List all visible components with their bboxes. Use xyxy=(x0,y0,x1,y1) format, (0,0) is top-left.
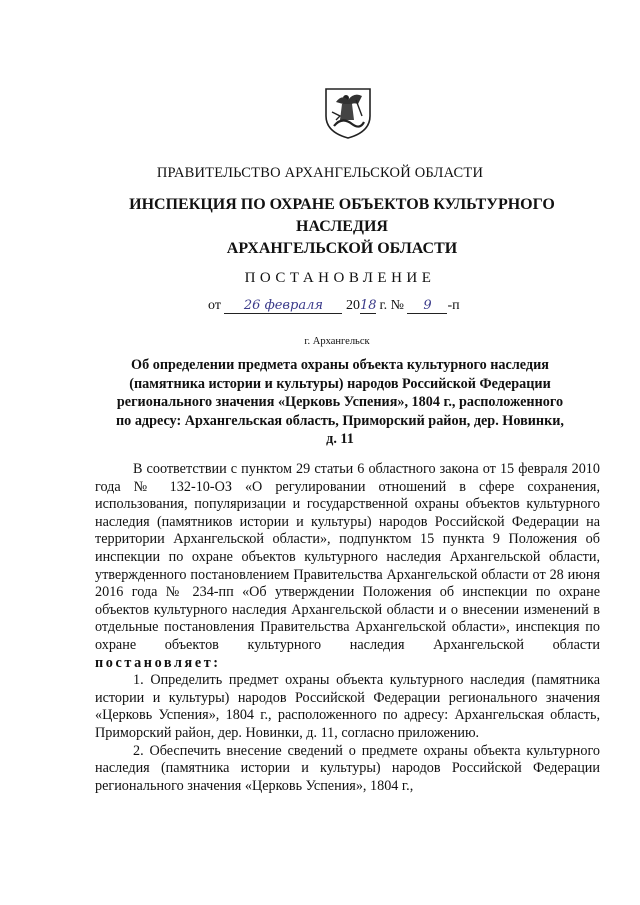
body-paragraph-1 xyxy=(95,461,600,672)
body-paragraph-2: 1. Определить предмет охраны объекта культурного наследия (памятника истории и культуры) народов Российской Федерации регионального значения «Церковь Успения», 1804 г., расположенного по адресу: Архангельская область, Приморский район, дер. Новинки, д. 11, согласно приложению. xyxy=(95,672,600,741)
city-name: г. Архангельск xyxy=(304,336,370,347)
date-line xyxy=(208,298,460,314)
number-suffix: -п xyxy=(447,298,460,313)
decree-title: ПОСТАНОВЛЕНИЕ xyxy=(244,270,436,286)
government-title: ПРАВИТЕЛЬСТВО АРХАНГЕЛЬСКОЙ ОБЛАСТИ xyxy=(156,165,484,181)
inspection-title xyxy=(92,194,592,260)
inspection-title-line1: ИНСПЕКЦИЯ ПО ОХРАНЕ ОБЪЕКТОВ КУЛЬТУРНОГО НАСЛЕДИЯ xyxy=(129,196,555,235)
resolves-keyword: постановляет: xyxy=(95,654,221,671)
preamble-text: В соответствии с пунктом 29 статьи 6 областного закона от 15 февраля 2010 года № 132-10-ОЗ «О регулировании отношений в сфере сохранения, использования, популяризации и государственной охраны объектов культурного наследия (памятников истории и культуры) народов Российской Федерации на территории Архангельской области», подпунктом 15 пункта 9 Положения об инспекции по охране объектов культурного наследия Архангельской области, утвержденного постановлением Правительства Архангельской области от 28 июня 2016 года № 234-пп «Об утверждении Положения об инспекции по охране объектов культурного наследия Архангельской области и о внесении изменений в отдельные постановления Правительства Архангельской области», инспекция по охране объектов культурного наследия Архангельской области xyxy=(95,461,600,653)
decree-subject xyxy=(100,356,580,449)
year-prefix: 20 xyxy=(345,298,360,313)
subject-line1: Об определении предмета охраны объекта культурного наследия xyxy=(131,357,549,373)
handwritten-year: 18 xyxy=(359,298,377,313)
subject-line2: (памятника истории и культуры) народов Российской Федерации xyxy=(129,375,551,392)
handwritten-date: 26 февраля xyxy=(224,298,342,314)
number-label: г. № xyxy=(379,298,404,313)
inspection-title-line2: АРХАНГЕЛЬСКОЙ ОБЛАСТИ xyxy=(226,240,458,257)
date-prefix: от xyxy=(208,298,221,313)
arkhangelsk-coat-of-arms-icon xyxy=(322,86,374,140)
subject-line3: регионального значения «Церковь Успения», 1804 г., расположенного xyxy=(116,394,564,410)
subject-line5: д. 11 xyxy=(326,431,354,447)
handwritten-number: 9 xyxy=(407,298,447,314)
decree-body xyxy=(95,461,600,795)
body-paragraph-3: 2. Обеспечить внесение сведений о предмете охраны объекта культурного наследия (памятника истории и культуры) народов Российской Федерации регионального значения «Церковь Успения», 1804 г., xyxy=(95,742,600,794)
subject-line4: по адресу: Архангельская область, Приморский район, дер. Новинки, xyxy=(116,412,564,429)
